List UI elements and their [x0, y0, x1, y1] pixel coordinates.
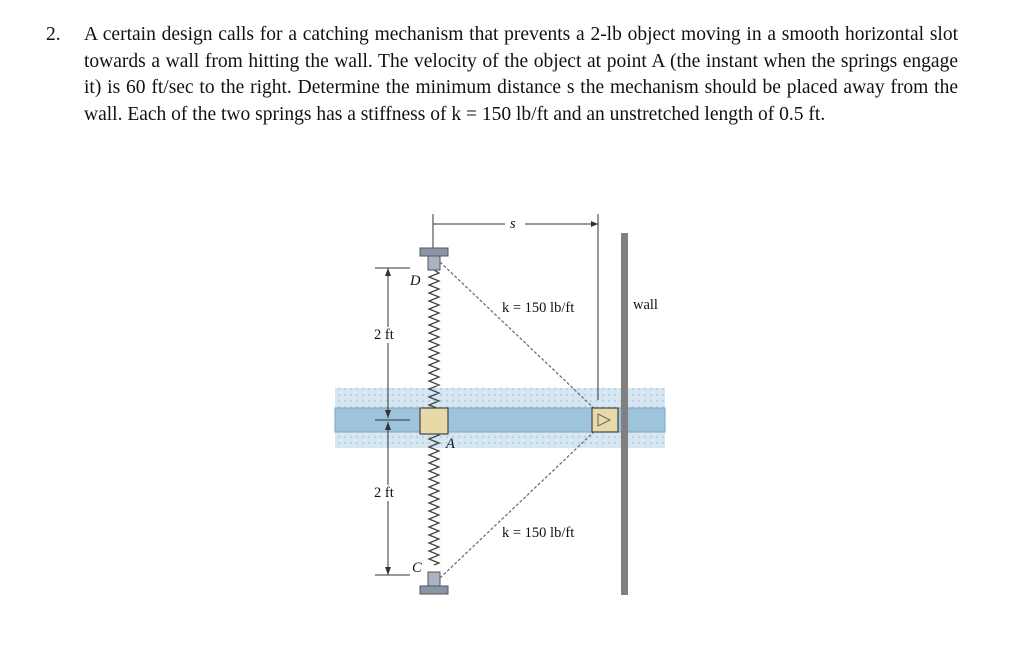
wall-label: wall: [633, 297, 658, 313]
support-C: [420, 572, 448, 594]
spring-bottom-label: k = 150 lb/ft: [502, 525, 575, 541]
dim-bottom-label: 2 ft: [374, 485, 394, 501]
label-A: A: [446, 436, 455, 452]
s-arrow-right: [591, 221, 598, 227]
label-s: s: [510, 216, 516, 232]
wall: [621, 233, 628, 595]
spring-diagonal-bottom: [440, 428, 598, 578]
spring-vertical-bottom: [429, 432, 439, 565]
block-A: [420, 408, 448, 434]
spring-top-label: k = 150 lb/ft: [502, 300, 575, 316]
label-D: D: [410, 273, 421, 289]
mechanism-figure: [330, 200, 675, 605]
dim-top-label: 2 ft: [374, 327, 394, 343]
support-D: [420, 248, 448, 270]
label-C: C: [412, 560, 422, 576]
problem-text: A certain design calls for a catching mechanism that prevents a 2-lb object moving in a smooth horizontal slot towards a wall from hitting the wall. The velocity of the object at point A (the instant when the springs engage it) is 60 ft/sec to the right. Determine the minimum distance s the mechanism should be placed away from the wall. Each of the two springs has a stiffness of k = 150 lb/ft and an unstretched length of 0.5 ft.: [84, 24, 958, 125]
problem-number: 2.: [46, 24, 61, 45]
mechanism-diagram: [330, 200, 675, 605]
block-final: [592, 408, 618, 432]
